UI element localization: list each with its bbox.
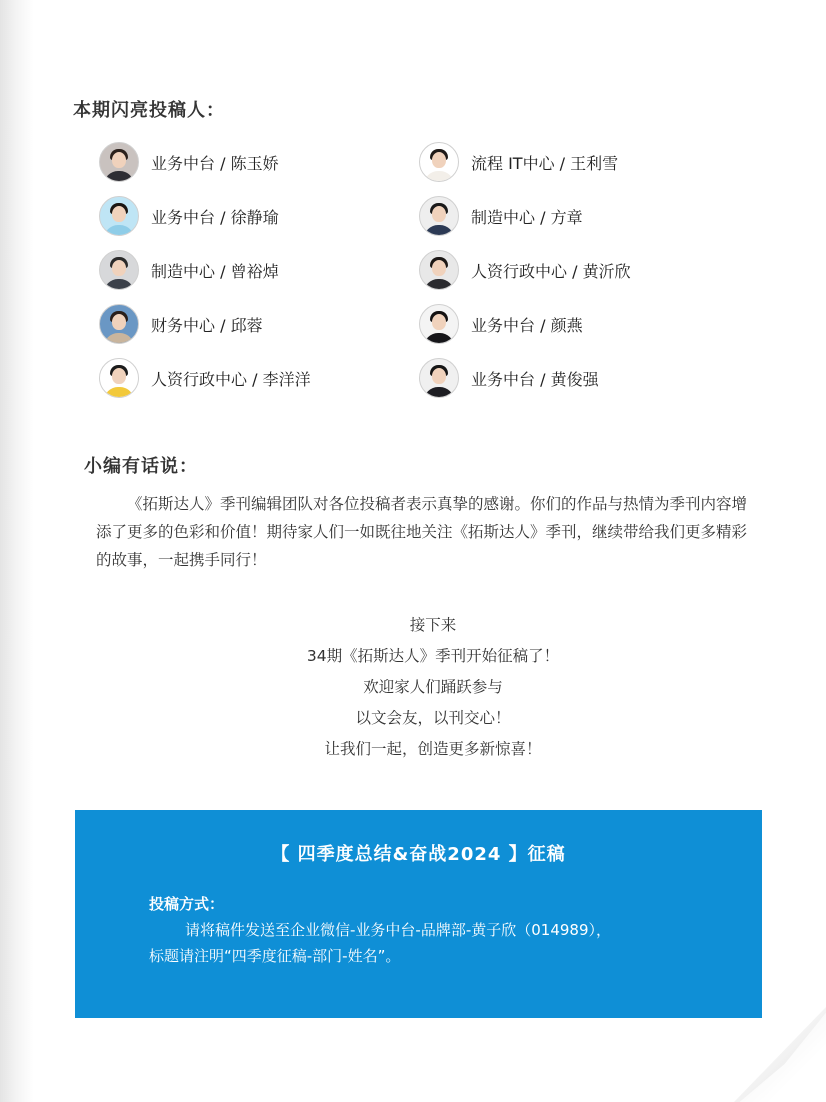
- contributor-item: [419, 141, 719, 183]
- contributor-label: 业务中台 / 黄俊强: [471, 369, 599, 389]
- contributor-list: [99, 141, 719, 399]
- call-line: 34期《拓斯达人》季刊开始征稿了！: [306, 647, 560, 665]
- submission-method-line-2: 标题请注明“四季度征稿-部门-姓名”。: [149, 947, 401, 965]
- contributor-item: [99, 195, 419, 237]
- submission-title: 【 四季度总结&奋战2024 】征稿: [271, 844, 566, 865]
- submission-method-line-1: 请将稿件发送至企业微信-业务中台-品牌部-黄子欣（014989），: [185, 921, 612, 939]
- call-line: 欢迎家人们踊跃参与: [363, 678, 503, 696]
- avatar: [99, 304, 139, 344]
- contributor-item: [99, 303, 419, 345]
- submission-method-label: 投稿方式：: [149, 895, 225, 913]
- contributor-label: 财务中心 / 邱蓉: [151, 315, 263, 335]
- avatar: [99, 250, 139, 290]
- submission-method-text: [149, 917, 739, 969]
- contributor-label: 业务中台 / 陈玉娇: [151, 153, 279, 173]
- call-line: 以文会友，以刊交心！: [355, 709, 511, 727]
- avatar: [419, 304, 459, 344]
- contributor-label: 制造中心 / 方章: [471, 207, 583, 227]
- avatar: [419, 358, 459, 398]
- contributor-label: 人资行政中心 / 黄沂欣: [471, 261, 631, 281]
- contributor-item: [99, 249, 419, 291]
- call-for-submissions: [0, 610, 826, 765]
- editor-heading: 小编有话说：: [84, 456, 198, 477]
- avatar: [99, 358, 139, 398]
- editor-note: [96, 490, 756, 574]
- contributor-item: [99, 141, 419, 183]
- submission-box: [75, 810, 762, 1018]
- call-line: 接下来: [409, 616, 457, 634]
- avatar: [99, 142, 139, 182]
- contributor-item: [419, 249, 719, 291]
- contributor-label: 流程 IT中心 / 王利雪: [471, 153, 619, 173]
- contributor-item: [99, 357, 419, 399]
- avatar: [419, 196, 459, 236]
- call-line: 让我们一起，创造更多新惊喜！: [324, 740, 542, 758]
- avatar: [99, 196, 139, 236]
- avatar: [419, 142, 459, 182]
- contributor-label: 业务中台 / 颜燕: [471, 315, 583, 335]
- contributor-item: [419, 357, 719, 399]
- avatar: [419, 250, 459, 290]
- contributors-heading: 本期闪亮投稿人：: [73, 100, 225, 121]
- page-edge-shadow: [0, 0, 34, 1102]
- editor-note-text: 《拓斯达人》季刊编辑团队对各位投稿者表示真挚的感谢。你们的作品与热情为季刊内容增添了更多的色彩和价值！期待家人们一如既往地关注《拓斯达人》季刊，继续带给我们更多精彩的故事，一起携手同行！: [96, 495, 748, 569]
- contributor-item: [419, 195, 719, 237]
- contributor-label: 业务中台 / 徐静瑜: [151, 207, 279, 227]
- contributor-label: 人资行政中心 / 李洋洋: [151, 369, 311, 389]
- contributor-item: [419, 303, 719, 345]
- contributor-label: 制造中心 / 曾裕焯: [151, 261, 279, 281]
